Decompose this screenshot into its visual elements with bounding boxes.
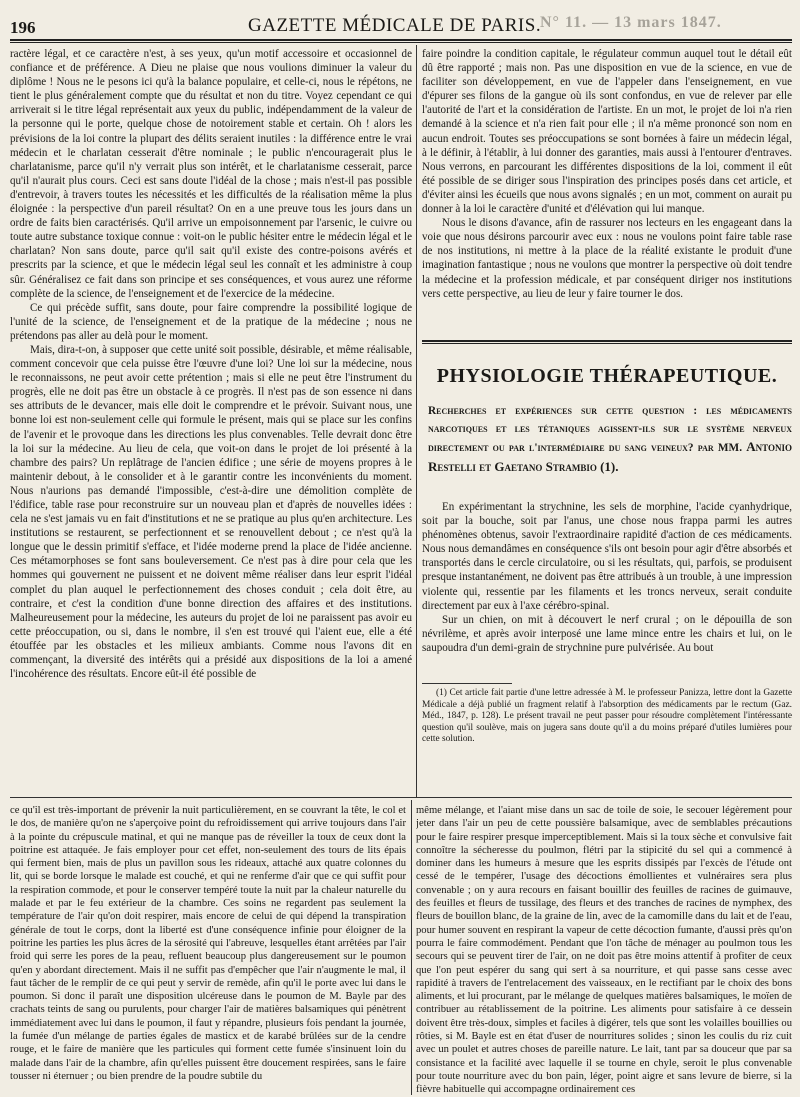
bottom-right-column xyxy=(416,804,792,1094)
journal-title: GAZETTE MÉDICALE DE PARIS. xyxy=(248,15,542,36)
page-number: 196 xyxy=(10,18,36,37)
footnote-text: (1) Cet article fait partie d'une lettre adressée à M. le professeur Panizza, lettre dont la Gazette Médicale a déjà publié un fragment relatif à l'absorption des médicaments par le rectum (Gaz. Méd., 1847, p. 128). Le présent travail ne peut passer pour résoudre complètement l'intéressante question qu'il soulève, mais on jugera sans doute qu'il a du moins préparé d'utiles lumières pour cette solution. xyxy=(422,688,792,745)
article-heading xyxy=(428,403,792,477)
header-rule xyxy=(10,39,792,41)
paragraph: Mais, dira-t-on, à supposer que cette unité soit possible, désirable, et même réalisable, comment concevoir que cela puisse être l'œuvre d'une loi? Une loi sur la médecine, nous le reconnaissons, ne peut avoir cette prétention ; mais si elle ne peut être l'instrument du progrès, elle ne doit pas être un obstacle à ce progrès. Il n'est pas de son essence ni dans ses attributs de le devancer, mais elle doit le comprendre et le prévoir. Suivant nous, une bonne loi est non-seulement celle qui formule le présent, mais qui se place sur les confins de l'avenir et le provoque dans les directions les plus convenables. Telle devrait donc être la loi sur la médecine. Au lieu de cela, que voit-on dans le projet de loi présenté à la chambre des pairs? Un replâtrage de l'ancien édifice ; une série de moyens propres à le maintenir debout, à le consolider et à le garantir contre les inconvénients du moment. Nous n'aurions pas demandé l'impossible, c'est-à-dire une démolition complète de l'édifice, table rase pour reconstruire sur un nouveau plan et d'après de nouvelles idées : cela ne s'est jamais vu en fait d'institutions et ne se pratique au plus qu'en architecture. Les institutions se restaurent, se perfectionnent et se renouvellent debout ; ce n'est qu'à la longue que le dessin primitif s'efface, et l'idée moderne prend la place de l'idée ancienne. Ces métamorphoses se font sans bouleversement. Ce n'est pas à dire pour cela que les hommes qui gouvernent ne puissent et ne doivent même réaliser dans leur esprit l'idéal complet du plan auquel le perfectionnement des choses conduit ; cela doit être, au contraire, et c'est la condition d'une bonne direction des affaires et des institutions. Malheureusement pour la médecine, les auteurs du projet de loi ne paraissent pas avoir eu cette préoccupation, ou si, dans le nombre, il s'en est trouvé qui l'aient eue, elle a été étouffée par les obstacles et les milieux ambiants. Comme nous l'avons dit en commençant, la diversité des intérêts qui a présidé aux dispositions de la loi a amené l'incohérence des résultats. Encore eût-il été possible de xyxy=(10,343,412,681)
footnote xyxy=(422,688,792,746)
column-divider xyxy=(416,45,417,797)
header-rule-thin xyxy=(10,42,792,43)
paragraph: même mélange, et l'aiant mise dans un sac de toile de soie, le secouer légèrement pour jeter dans l'air un peu de cette poussière balsamique, avec de semblables précautions pour le faire respirer presque imperceptiblement. Mais si la toux sèche et convulsive fait connoître la sécheresse du poulmon, flétri par la stipicité du sel qui a commencé à dominer dans les humeurs à mesure que les esprits dissipés par l'excès de l'étude ont cessé de le tempérer, l'usage des décoctions émollientes et vulnéraires sera plus convenable ; on y aura recours en faisant bouillir des feuilles de racines de guimauve, des feuilles et fleurs de tussilage, des fleurs et des tranches de racines de nymphex, des fleurs de bouillon blanc, de la graine de lin, avec de la camomille dans du lait et de l'eau, pour humer souvent en respirant la vapeur de cette décoction fumante, d'aussi près qu'on pourra le faire commodément. Pendant que l'on tâche de ménager au poulmon tous les secours qui se peuvent tirer de l'air, on ne doit pas être moins attentif à profiter de ceux que l'on peut espérer du sang qui sert à sa nourriture, et qui passe sans cesse avec rapidité à travers de l'entrelacement des vaisseaux, en le rectifiant par le choix des bons aliments, et lui procurant, par le mélange de quelques matières balsamiques, le moïen de contribuer au rétablissement de la poitrine. Les aliments pour satisfaire à ce dessein doivent être très-doux, simples et faciles à digérer, tels que sont les volailles bouillies ou rôties, si M. Bayle est en état d'user de nourritures solides ; sinon les coulis du riz cuit avec un poulet et autres choses de pareille nature. Le lait, tant par sa douceur que par sa consistance et la facilité avec laquelle il se tourne en chyle, seroit le plus convenable pour toute nourriture avec du bon pain, léger, point aigre et sans levure de bierre, si la fièvre habituelle qui accompagne ordinairement ces xyxy=(416,805,792,1094)
section-title: PHYSIOLOGIE THÉRAPEUTIQUE. xyxy=(436,365,778,387)
paragraph: Sur un chien, on mit à découvert le nerf crural ; on le dépouilla de son névrilème, et après avoir interposé une lame mince entre les chairs et lui, on le saupoudra d'un demi-grain de strychnine pure pulvérisée. Au bout xyxy=(422,613,792,654)
bottom-section-rule xyxy=(10,797,792,798)
bottom-column-divider xyxy=(411,800,412,1095)
right-column xyxy=(422,47,792,332)
article-subtitle: Recherches et expériences sur cette question : les médicaments narcotiques et les tétaniques agissent-ils sur le système nerveux directement ou par l'intermédiaire du sang veineux? par MM. xyxy=(428,405,792,454)
section-rule-thin xyxy=(422,343,792,344)
article-authors: Antonio Restelli et Gaetano Strambio (1). xyxy=(428,439,793,474)
paragraph: faire poindre la condition capitale, le régulateur commun auquel tout le détail eût dû être rapporté ; mais non. Pas une disposition en vue de la science, en vue de faciliter son développement, en vue de l'appeler dans l'enseignement, en vue d'épurer ses filons de la gangue où ils sont confondus, en vue de relever par elle l'autorité de l'art et la considération de l'artiste. En un mot, le projet de loi n'a rien demandé à la science et n'a rien fait pour elle ; il n'a même prononcé son nom en aucun endroit. Toutes ses préoccupations se sont bornées à faire un médecin légal, à le définir, à l'établir, à lui donner des garanties, mais aussi à l'entourer d'entraves. Nous verrons, en parcourant les différentes dispositions de la loi, comment il eût été possible de se diriger sous l'inspiration des principes posés dans cet article, et d'éviter ainsi les écueils que nous avons signalés ; en un mot, comment on aurait pu donner à la loi le caractère d'unité et d'élévation qui lui manque. xyxy=(422,48,792,216)
paragraph: En expérimentant la strychnine, les sels de morphine, l'acide cyanhydrique, soit par la bouche, soit par l'anus, une chose nous frappa parmi les autres phénomènes obtenus, savoir l'extraordinaire rapidité d'action de ces médicaments. Nous nous demandâmes en conséquence s'ils ont besoin pour agir d'être absorbés et transportés dans le cercle circulatoire, ou si les résultats, qui, parfois, se produisent presque instantanément, ne doivent pas être attribués à un trouble, à une impression violente qui, ressentie par les filaments et les troncs nerveux, serait conduite directement par eux à l'axe cérébro-spinal. xyxy=(422,501,792,612)
paragraph: ractère légal, et ce caractère n'est, à ses yeux, qu'un motif accessoire et occasionnel de confiance et de préférence. A Dieu ne plaise que nous voulions diminuer la valeur du diplôme ! Nous ne le pesons ici qu'à la balance populaire, et celle-ci, nous le répétons, ne tient le plus généralement compte que du résultat et non du titre. Voyez cependant ce qui arriverait si le titre légal représentait aux yeux du public, indépendamment de la valeur de la personne qui le porte, quelque chose de notoirement stable et certain. Oh ! alors les prévisions de la loi contre la plupart des délits seraient inutiles : la différence entre le vrai médecin et le charlatan cesserait d'être nominale ; le public n'encouragerait plus le charlatanisme, parce qu'il n'y verrait plus son intérêt, et le charlatanisme cesserait, parce qu'il n'aurait plus cours. Ceci est sans doute l'idéal de la chose ; mais n'est-il pas possible d'entrevoir, à travers toutes les nécessités et les difficultés de la réalisation même la plus éloignée : la perspective d'un pareil résultat? On en a une preuve tous les jours dans un ordre de faits bien caractérisés. Qu'il arrive un empoisonnement par l'arsenic, le cuivre ou toute autre substance toxique connue : voit-on le public hésiter entre le médecin légal et le charlatan? Non sans doute, parce qu'il sait qu'il existe des contre-poisons avérés et prescrits par la science, et que le médecin légal seul les connaît et les administre à coup sûr. Généralisez ce fait dans son principe et ses conséquences, et vous aurez une réforme complète de la science, de l'enseignement et de l'exercice de la médecine. xyxy=(10,48,412,300)
paragraph: Nous le disons d'avance, afin de rassurer nos lecteurs en les engageant dans la voie que nous désirons parcourir avec eux : nous ne voulons point faire table rase de nos institutions, ni mettre à la place de la réalité existante le produit d'une imagination fantastique ; nous ne voulons que montrer la perspective où doit tendre la médecine et la profession médicale, et par conséquent diriger nos institutions vers cette perspective, au lieu de leur y faire tourner le dos. xyxy=(422,217,792,300)
left-column xyxy=(10,47,412,789)
faded-issue-line: N° 11. — 13 mars 1847. xyxy=(540,14,722,31)
paragraph: ce qu'il est très-important de prévenir la nuit particulièrement, en se couvrant la tête, le col et le dos, de manière qu'on ne s'aperçoive point du refroidissement qui arrive toujours dans l'air à la pointe du crépuscule matinal, et qui ne manque pas de réveiller la toux de ceux dont la poitrine est attaquée. Je fais employer pour cet effet, non-seulement des tours de lits épais qui ferment bien, mais de plus un pavillon sous les rideaux, attaché aux quatre colonnes du lit, qui se borde lorsque le malade est couché, et qui ne renferme d'air que ce qui suffit pour la respiration commode, et pour le conserver tempéré toute la nuit par la chaleur naturelle du malade et par le feu extérieur de la chambre. Ces soins ne regardent pas seulement la température de l'air qu'on doit respirer, mais encore de celui de qui dépend la transpiration générale de tout le corps, dont la liberté est d'une conséquence infinie pour éloigner de la poitrine les parties les plus âcres de la sérosité qui l'abreuve, lesquelles étant arrêtées par l'air froid qui serre les pores de la peau, refluent beaucoup plus dangereusement sur le poumon qu'en y abordant directement. Mais il ne suffit pas d'empêcher que l'air n'augmente le mal, il faut tâcher de le remplir de ce qui peut y servir de remède, afin qu'il le porte avec lui dans le poumon. Si donc il paraît une disposition ulcéreuse dans le poumon de M. Bayle par des crachats teints de sang ou purulents, pour charger l'air de matières balsamiques qui pénètrent immédiatement avec lui dans le poumon, il faut y répandre, plusieurs fois pendant la journée, la fumée d'un mélange de parties égales de masticx et de karabé brûlées sur de la cendre rouge, et le faire de manière que les particules qui forment cette fumée s'insinuent loin du malade dans l'air de la chambre, afin qu'elles puissent être doucement respirées, sans le faire tousser ni éternuer ; ou bien prendre de la poudre subtile du xyxy=(10,805,406,1082)
paragraph: Ce qui précède suffit, sans doute, pour faire comprendre la possibilité logique de l'unité de la science, de l'enseignement et de la pratique de la médecine ; nous ne prétendons pas aller au delà pour le moment. xyxy=(10,301,412,342)
section-rule xyxy=(422,340,792,342)
footnote-rule xyxy=(422,683,512,684)
article-body xyxy=(422,500,792,670)
bottom-left-column xyxy=(10,804,406,1094)
